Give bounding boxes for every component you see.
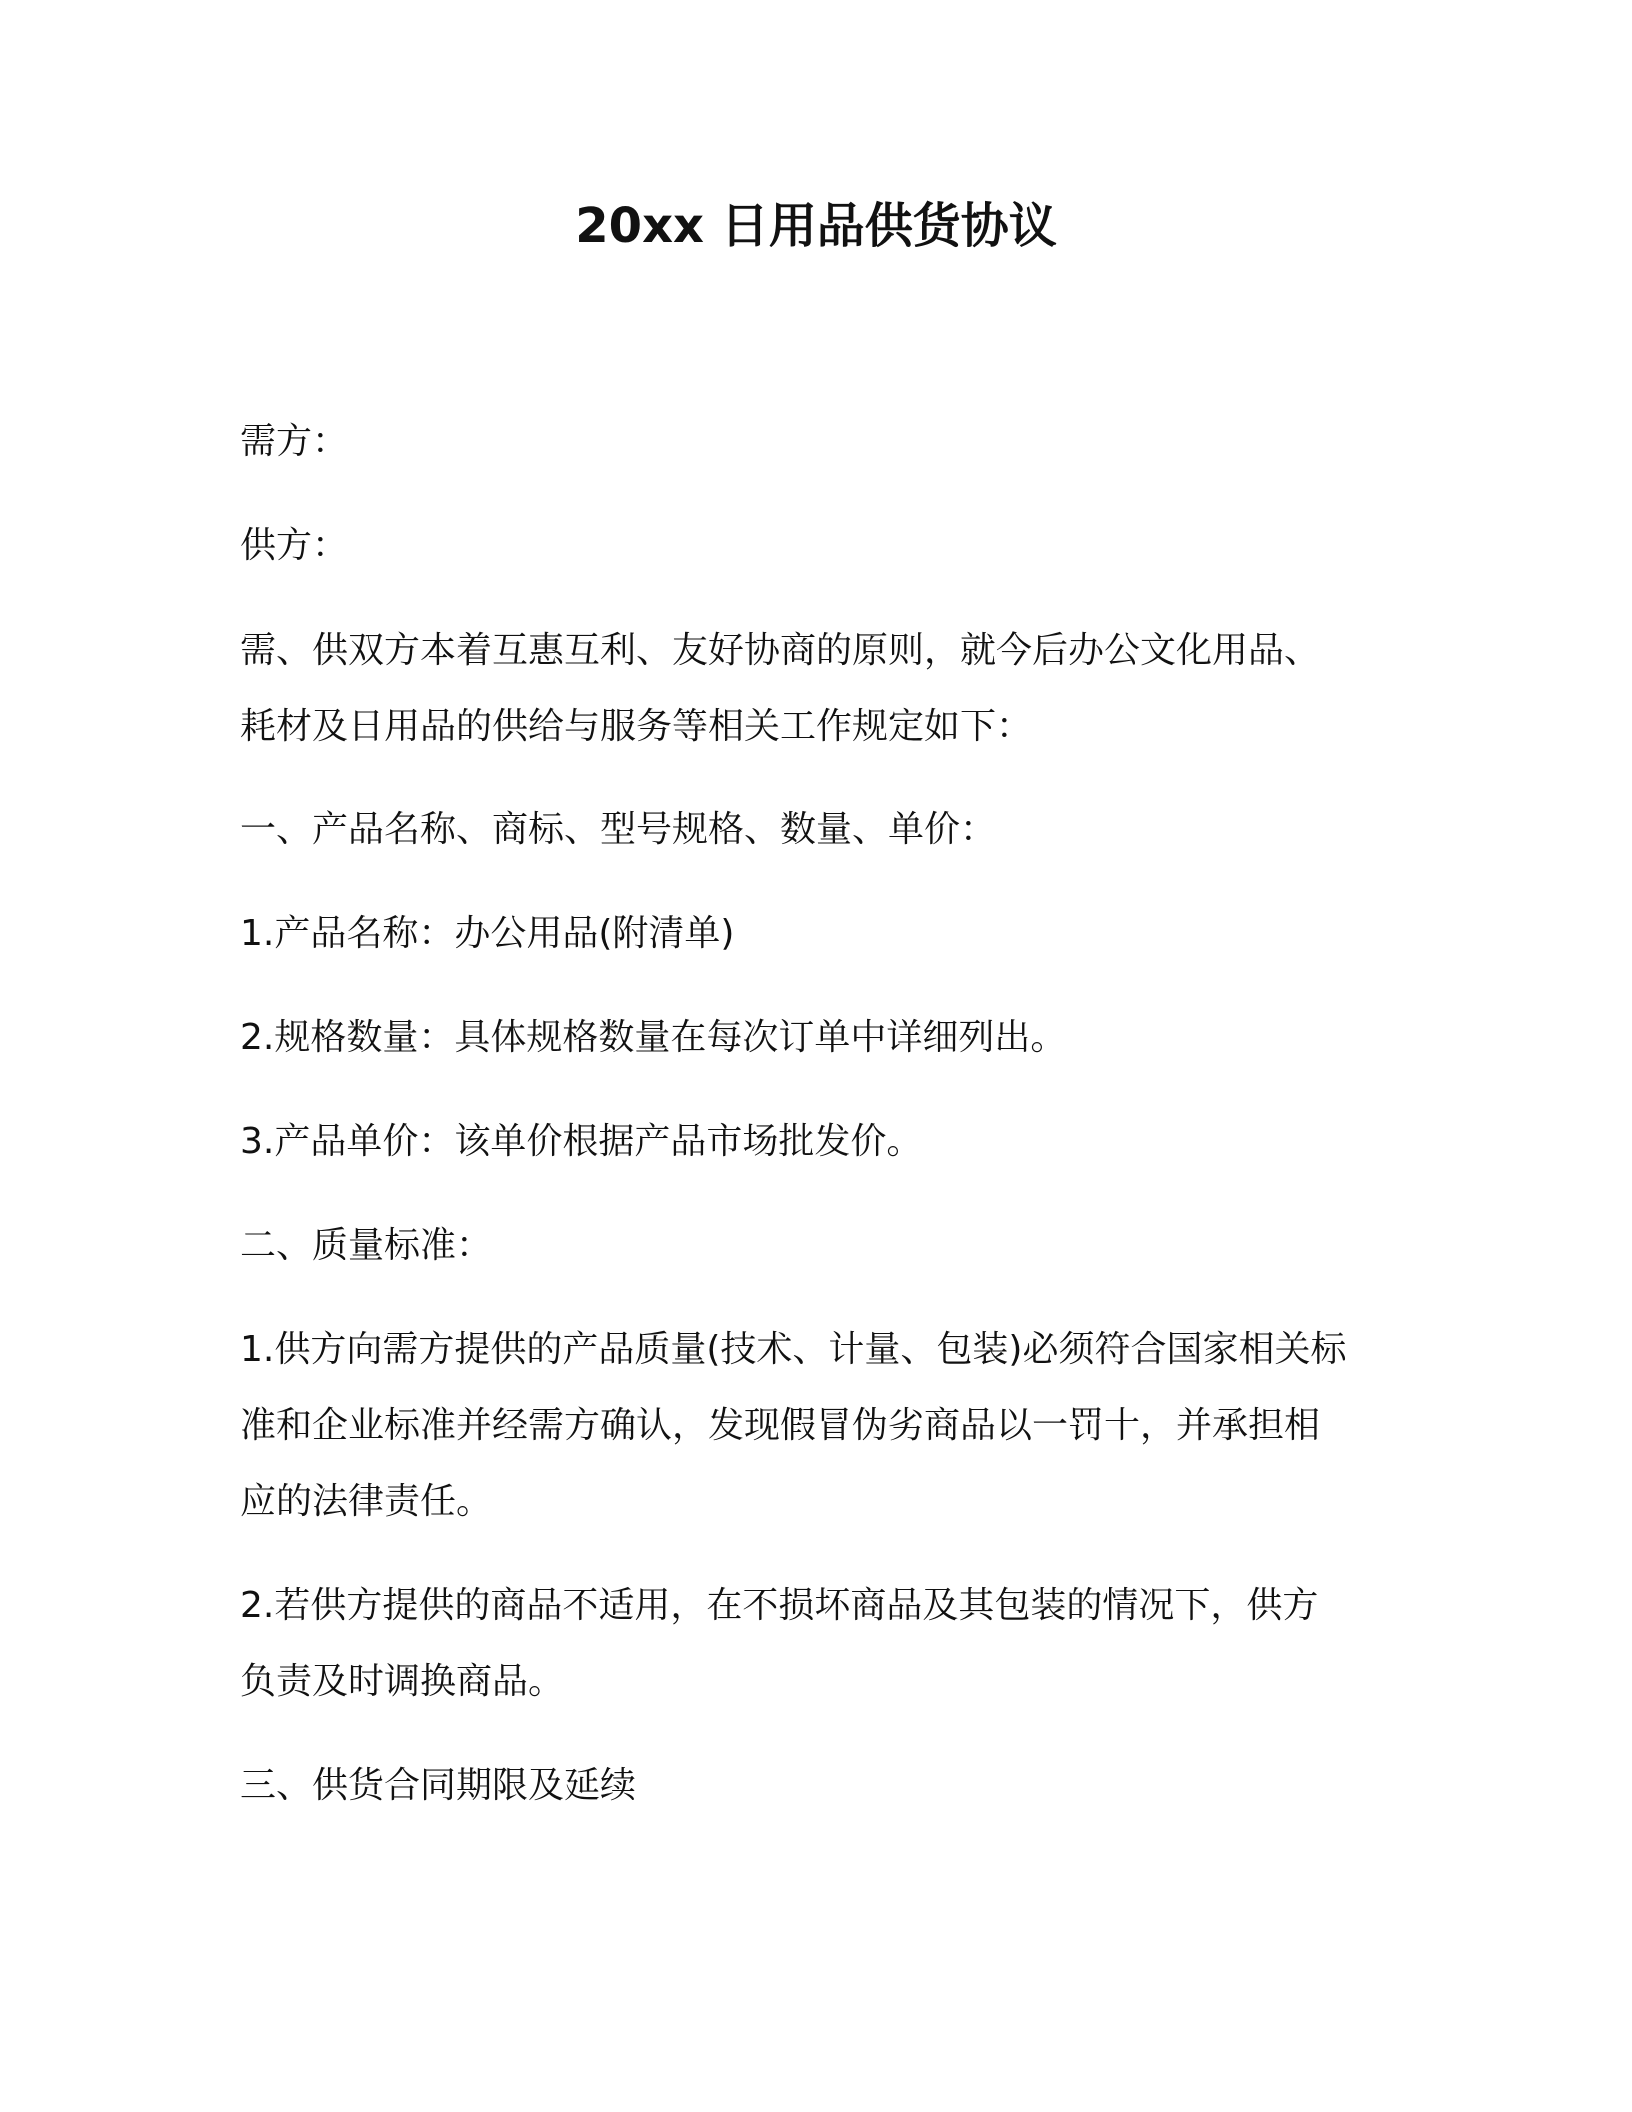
section-two-heading: 二、质量标准： — [240, 1225, 493, 1266]
section-one-item-2: 2.规格数量：具体规格数量在每次订单中详细列出。 — [240, 1017, 1067, 1058]
section-two-item-1-line-3: 应的法律责任。 — [240, 1481, 493, 1522]
section-two-item-2-line-1: 2.若供方提供的商品不适用，在不损坏商品及其包装的情况下，供方 — [240, 1585, 1319, 1626]
demand-party-line: 需方： — [240, 421, 349, 462]
section-two-item-2-line-2: 负责及时调换商品。 — [240, 1661, 565, 1702]
section-one-item-3: 3.产品单价：该单价根据产品市场批发价。 — [240, 1121, 923, 1162]
intro-paragraph-line-1: 需、供双方本着互惠互利、友好协商的原则，就今后办公文化用品、 — [240, 630, 1321, 671]
section-three-heading: 三、供货合同期限及延续 — [240, 1765, 637, 1806]
supply-party-line: 供方： — [240, 525, 349, 566]
section-one-heading: 一、产品名称、商标、型号规格、数量、单价： — [240, 809, 997, 850]
document-title: 20xx 日用品供货协议 — [575, 198, 1057, 254]
section-two-item-1-line-1: 1.供方向需方提供的产品质量(技术、计量、包装)必须符合国家相关标 — [240, 1329, 1347, 1370]
section-one-item-1: 1.产品名称：办公用品(附清单) — [240, 913, 735, 954]
intro-paragraph-line-2: 耗材及日用品的供给与服务等相关工作规定如下： — [240, 706, 1033, 747]
section-two-item-1-line-2: 准和企业标准并经需方确认，发现假冒伪劣商品以一罚十，并承担相 — [240, 1405, 1321, 1446]
